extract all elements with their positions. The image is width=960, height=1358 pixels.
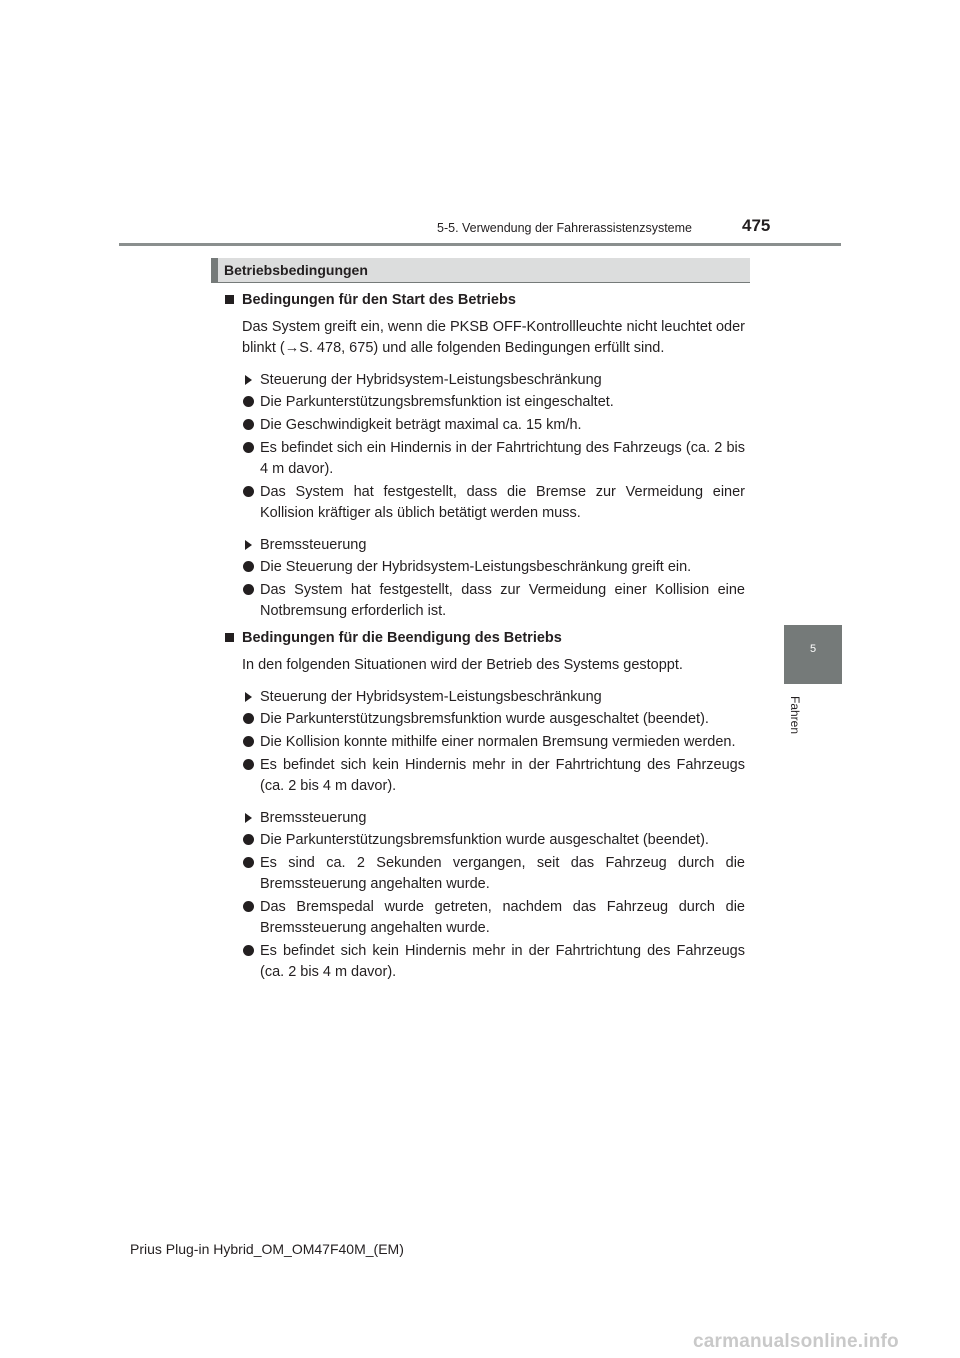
page-number: 475 (742, 216, 771, 235)
triangle-bullet-icon (245, 375, 252, 385)
list-item (242, 755, 745, 797)
list-item (242, 732, 745, 753)
start-group-brake-control (242, 535, 745, 556)
chapter-section-title: 5-5. Verwendung der Fahrerassistenzsysteme (437, 221, 692, 235)
chapter-tab-label: Fahren (788, 695, 802, 735)
list-item (242, 557, 745, 578)
section-heading-bar (211, 258, 750, 283)
list-item-text: Die Geschwindigkeit beträgt maximal ca. 15 km/h. (260, 417, 582, 433)
end-conditions-intro: In den folgenden Situationen wird der Betrieb des Systems gestoppt. (242, 657, 683, 673)
list-item (242, 392, 745, 413)
start-group-brake-control-title: Bremssteuerung (260, 537, 367, 553)
end-conditions-heading (224, 628, 745, 649)
chapter-tab (784, 625, 842, 684)
start-group-power-limit (242, 370, 745, 391)
list-item-text: Die Steuerung der Hybridsystem-Leistungsbeschränkung greift ein. (260, 559, 692, 575)
header-divider (119, 243, 841, 246)
list-item (242, 580, 745, 622)
list-item (242, 415, 745, 436)
square-bullet-icon (225, 295, 234, 304)
chapter-tab-label-box (780, 691, 810, 739)
list-item (242, 709, 745, 730)
list-item (242, 941, 745, 983)
end-group-power-limit (242, 687, 745, 708)
list-item-text: Das System hat festgestellt, dass zur Vermeidung einer Kollision eine Notbremsung erforderlich ist. (260, 582, 745, 619)
list-item-text: Es befindet sich ein Hindernis in der Fahrtrichtung des Fahrzeugs (ca. 2 bis 4 m davor). (260, 440, 745, 477)
list-item-text: Das System hat festgestellt, dass die Bremse zur Vermeidung einer Kollision kräftiger als üblich betätigt werden muss. (260, 484, 745, 521)
round-bullet-icon (243, 561, 254, 572)
list-item-text: Es sind ca. 2 Sekunden vergangen, seit das Fahrzeug durch die Bremssteuerung angehalten wurde. (260, 855, 745, 892)
section-heading: Betriebsbedingungen (224, 262, 368, 278)
list-item-text: Die Parkunterstützungsbremsfunktion wurde ausgeschaltet (beendet). (260, 832, 709, 848)
triangle-bullet-icon (245, 540, 252, 550)
list-item-text: Es befindet sich kein Hindernis mehr in der Fahrtrichtung des Fahrzeugs (ca. 2 bis 4 m davor). (260, 757, 745, 794)
round-bullet-icon (243, 901, 254, 912)
round-bullet-icon (243, 834, 254, 845)
list-item (242, 438, 745, 480)
list-item-text: Es befindet sich kein Hindernis mehr in der Fahrtrichtung des Fahrzeugs (ca. 2 bis 4 m davor). (260, 943, 745, 980)
round-bullet-icon (243, 486, 254, 497)
list-item-text: Das Bremspedal wurde getreten, nachdem das Fahrzeug durch die Bremssteuerung angehalten wurde. (260, 899, 745, 936)
start-conditions-heading-text: Bedingungen für den Start des Betriebs (242, 292, 516, 308)
list-item-text: Die Parkunterstützungsbremsfunktion wurde ausgeschaltet (beendet). (260, 711, 709, 727)
list-item (242, 853, 745, 895)
list-item (242, 482, 745, 524)
end-group-brake-control (242, 808, 745, 829)
round-bullet-icon (243, 419, 254, 430)
start-conditions-heading (224, 290, 745, 311)
chapter-tab-number: 5 (809, 643, 817, 655)
list-item-text: Die Kollision konnte mithilfe einer normalen Bremsung vermieden werden. (260, 734, 736, 750)
list-item-text: Die Parkunterstützungsbremsfunktion ist eingeschaltet. (260, 394, 614, 410)
round-bullet-icon (243, 857, 254, 868)
round-bullet-icon (243, 713, 254, 724)
round-bullet-icon (243, 736, 254, 747)
start-conditions-intro: Das System greift ein, wenn die PKSB OFF-Kontrollleuchte nicht leuchtet oder blinkt (→S. 478, 675) und alle folgenden Bedingungen erfüllt sind. (242, 319, 745, 356)
document-id: Prius Plug-in Hybrid_OM_OM47F40M_(EM) (130, 1241, 404, 1257)
triangle-bullet-icon (245, 813, 252, 823)
round-bullet-icon (243, 396, 254, 407)
round-bullet-icon (243, 584, 254, 595)
end-group-brake-control-title: Bremssteuerung (260, 810, 367, 826)
round-bullet-icon (243, 442, 254, 453)
round-bullet-icon (243, 945, 254, 956)
round-bullet-icon (243, 759, 254, 770)
watermark: carmanualsonline.info (693, 1331, 899, 1352)
end-conditions-heading-text: Bedingungen für die Beendigung des Betriebs (242, 630, 562, 646)
square-bullet-icon (225, 633, 234, 642)
triangle-bullet-icon (245, 692, 252, 702)
list-item (242, 897, 745, 939)
list-item (242, 830, 745, 851)
start-group-power-limit-title: Steuerung der Hybridsystem-Leistungsbeschränkung (260, 372, 602, 388)
page-content (224, 290, 745, 983)
end-group-power-limit-title: Steuerung der Hybridsystem-Leistungsbeschränkung (260, 689, 602, 705)
